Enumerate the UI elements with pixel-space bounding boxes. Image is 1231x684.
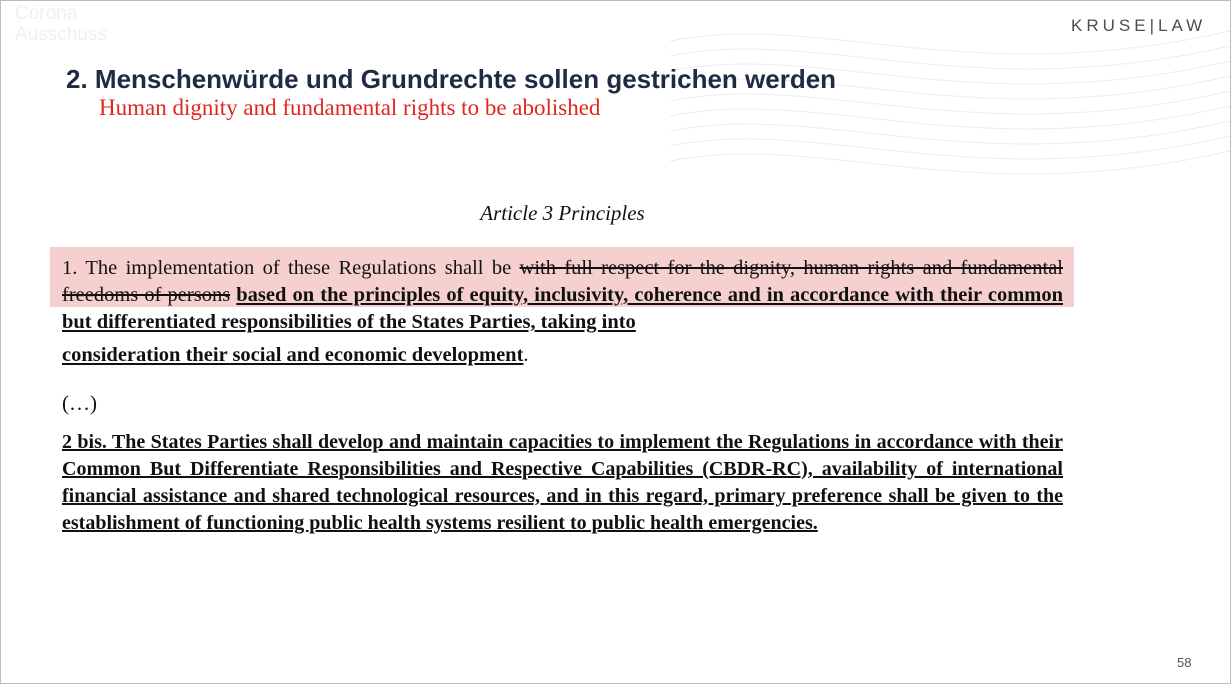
deleted-text: with full respect for the dignity, human rights and fundamental freedoms of persons — [62, 257, 1063, 306]
slide-subtitle: Human dignity and fundamental rights to be abolished — [99, 95, 601, 120]
paragraph-2-bis: 2 bis. The States Parties shall develop and maintain capacities to implement the Regulations in accordance with their Common But Differentiate Responsibilities and Respective Capabilities (CBDR-RC), availability of international financial assistance and shared technological resources, and in this regard, primary preference shall be given to the establishment of functioning public health systems resilient to public health emergencies. — [62, 431, 1063, 534]
watermark-line-2: Ausschuss — [15, 24, 107, 45]
page-number: 58 — [1177, 655, 1192, 670]
slide-title: 2. Menschenwürde und Grundrechte sollen gestrichen werden — [66, 64, 837, 94]
article-heading: Article 3 Principles — [480, 201, 645, 225]
inserted-text-continued: consideration their social and economic development — [62, 344, 524, 366]
paragraph-1 — [62, 255, 1063, 374]
paragraph-1-plain-text: 1. The implementation of these Regulations shall be — [62, 257, 520, 279]
corona-ausschuss-watermark — [15, 3, 107, 45]
inserted-text: based on the principles of equity, inclusivity, coherence and in accordance with their common but differentiated responsibilities of the States Parties, taking into — [62, 284, 1064, 333]
omission-ellipsis: (…) — [62, 391, 97, 415]
paragraph-1-end: . — [523, 344, 529, 366]
kruse-law-logo: KRUSE|LAW — [1071, 16, 1207, 35]
watermark-line-1: Corona — [15, 3, 78, 24]
